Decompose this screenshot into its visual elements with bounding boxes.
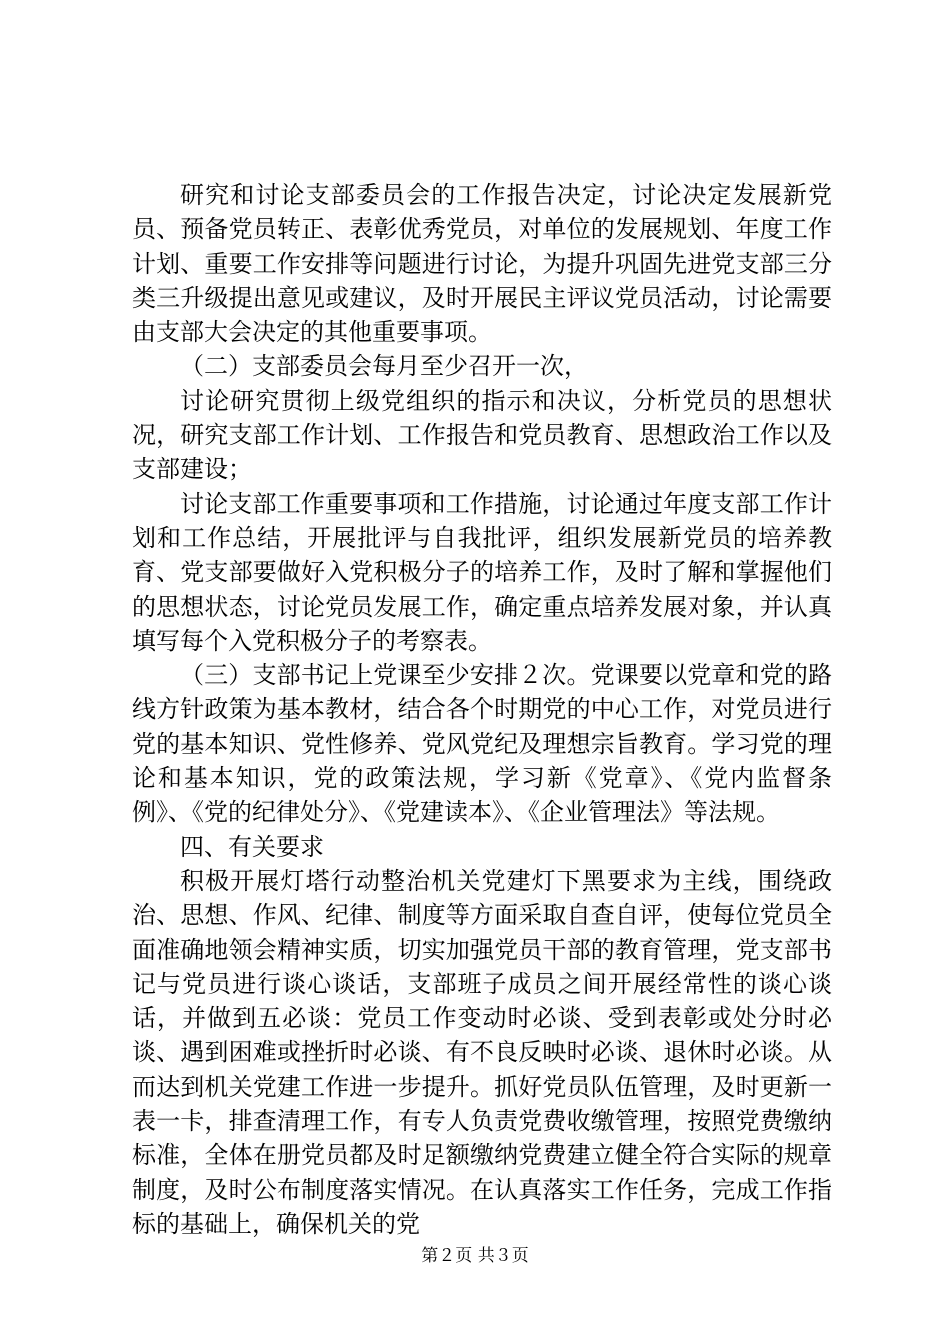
paragraph-1: 研究和讨论支部委员会的工作报告决定，讨论决定发展新党员、预备党员转正、表彰优秀党员，对单位的发展规划、年度工作计划、重要工作安排等问题进行讨论，为提升巩固先进党支部三分类三升级提出意见或建议，及时开展民主评议党员活动，讨论需要由支部大会决定的其他重要事项。 [132,181,832,347]
paragraph-4: 讨论支部工作重要事项和工作措施，讨论通过年度支部工作计划和工作总结，开展批评与自我批评，组织发展新党员的培养教育、党支部要做好入党积极分子的培养工作，及时了解和掌握他们的思想状态，讨论党员发展工作，确定重点培养发展对象，并认真填写每个入党积极分子的考察表。 [132,489,832,655]
paragraph-3: 讨论研究贯彻上级党组织的指示和决议，分析党员的思想状况，研究支部工作计划、工作报告和党员教育、思想政治工作以及支部建设； [132,386,832,484]
document-body [132,178,832,1241]
paragraph-5: （三）支部书记上党课至少安排２次。党课要以党章和党的路线方针政策为基本教材，结合各个时期党的中心工作，对党员进行党的基本知识、党性修养、党风党纪及理想宗旨教育。学习党的理论和基本知识，党的政策法规，学习新《党章》、《党内监督条例》、《党的纪律处分》、《党建读本》、《企业管理法》等法规。 [132,661,832,827]
paragraph-7: 积极开展灯塔行动整治机关党建灯下黑要求为主线，围绕政治、思想、作风、纪律、制度等方面采取自查自评，使每位党员全面准确地领会精神实质，切实加强党员干部的教育管理，党支部书记与党员进行谈心谈话，支部班子成员之间开展经常性的谈心谈话，并做到五必谈：党员工作变动时必谈、受到表彰或处分时必谈、遇到困难或挫折时必谈、有不良反映时必谈、退休时必谈。从而达到机关党建工作进一步提升。抓好党员队伍管理，及时更新一表一卡，排查清理工作，有专人负责党费收缴管理，按照党费缴纳标准，全体在册党员都及时足额缴纳党费建立健全符合实际的规章制度，及时公布制度落实情况。在认真落实工作任务，完成工作指标的基础上，确保机关的党 [132,866,832,1238]
page-footer [0,1244,950,1268]
page-number: 第２页 共３页 [421,1246,529,1266]
section-heading: 四、有关要求 [180,832,324,861]
paragraph-2: （二）支部委员会每月至少召开一次， [180,352,588,381]
